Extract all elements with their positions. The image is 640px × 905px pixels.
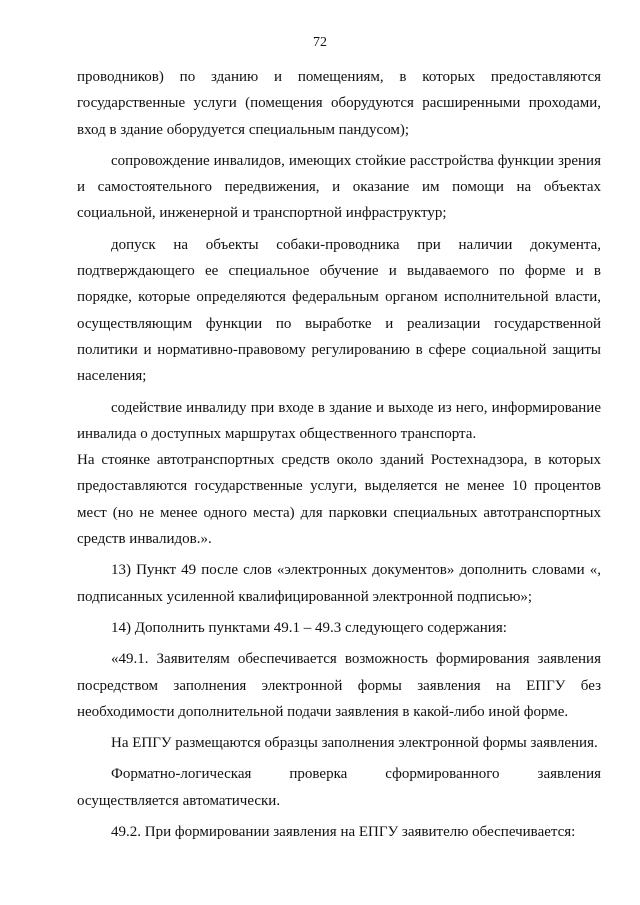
paragraph-parking: На стоянке автотранспортных средств около зданий Ростехнадзора, в которых предоставляются государственные услуги, выделяется не менее 10 процентов мест (но не менее одного места) для парковки специальных автотранспортных средств инвалидов.». [77,452,601,548]
paragraph-assistance: содействие инвалиду при входе в здание и выходе из него, информирование инвалида о доступных маршрутах общественного транспорта. [77,399,601,442]
document-body [77,64,601,845]
paragraph-samples: На ЕПГУ размещаются образцы заполнения электронной формы заявления. [111,735,598,752]
page-number: 72 [313,35,327,50]
paragraph-49-2: 49.2. При формировании заявления на ЕПГУ заявителю обеспечивается: [111,824,576,841]
paragraph-item-14: 14) Дополнить пунктами 49.1 – 49.3 следующего содержания: [111,619,507,636]
paragraph-continuation: проводников) по зданию и помещениям, в которых предоставляются государственные услуги (помещения оборудуются расширенными проходами, вход в здание оборудуется специальным пандусом); [77,69,601,138]
paragraph-escort: сопровождение инвалидов, имеющих стойкие расстройства функции зрения и самостоятельного передвижения, и оказание им помощи на объектах социальной, инженерной и транспортной инфраструктур; [77,152,601,222]
paragraph-49-1: «49.1. Заявителям обеспечивается возможность формирования заявления посредством заполнения электронной формы заявления на ЕПГУ без необходимости дополнительной подачи заявления в какой-либо иной форме. [77,651,601,720]
paragraph-guide-dog: допуск на объекты собаки-проводника при наличии документа, подтверждающего ее специальное обучение и выдаваемого по форме и в порядке, которые определяются федеральным органом исполнительной власти, осуществляющим функции по выработке и реализации государственной политики и нормативно-правовому регулированию в сфере социальной защиты населения; [77,236,601,385]
paragraph-format-check: Форматно-логическая проверка сформированного заявления осуществляется автоматически. [77,766,601,809]
paragraph-item-13: 13) Пункт 49 после слов «электронных документов» дополнить словами «, подписанных усиленной квалифицированной электронной подписью»; [77,562,601,605]
